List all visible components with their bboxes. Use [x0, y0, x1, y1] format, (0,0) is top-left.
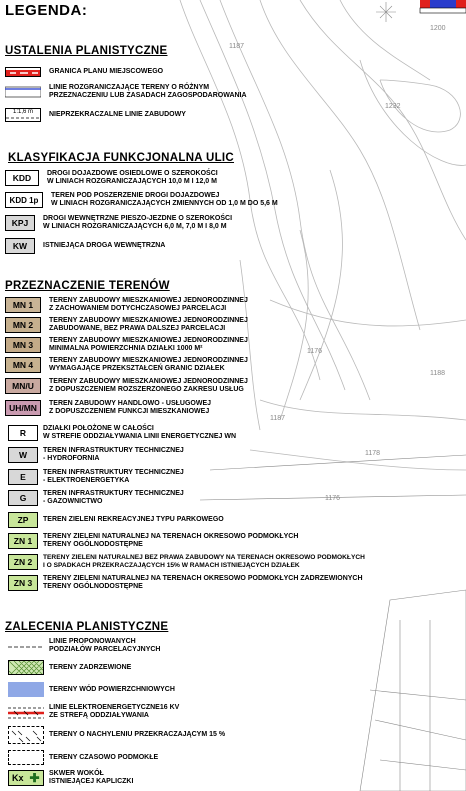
g-label: TEREN INFRASTRUKTURY TECHNICZNEJ - GAZOWNICTWO	[43, 490, 184, 505]
legend-item-r	[5, 425, 236, 441]
legend-item-kw	[5, 238, 165, 254]
slope-symbol	[8, 726, 44, 744]
mn2-label: TERENY ZABUDOWY MIESZKANIOWEJ JEDNORODZINNEJ ZABUDOWANE, BEZ PRAWA DALSZEJ PARCELACJI	[49, 317, 248, 332]
mn4-label: TERENY ZABUDOWY MIESZKANIOWEJ JEDNORODZINNEJ WYMAGAJĄCE PRZEKSZTAŁCEŃ GRANIC DZIAŁEK	[49, 357, 248, 372]
section-heading-przeznaczenie: PRZEZNACZENIE TERENÓW	[5, 280, 170, 292]
legend-item-w	[5, 447, 184, 463]
zp-label: TEREN ZIELENI REKREACYJNEJ TYPU PARKOWEGO	[43, 516, 224, 523]
kx-code-text: Kx	[12, 773, 24, 783]
kw-code-box: KW	[5, 238, 35, 254]
wetland-symbol	[8, 750, 44, 765]
legend-item-water	[5, 682, 175, 697]
w-label: TEREN INFRASTRUKTURY TECHNICZNEJ - HYDROFORNIA	[43, 447, 184, 462]
kdd1p-label: TEREN POD POSZERZENIE DROGI DOJAZDOWEJ W LINIACH ROZGRANICZAJĄCYCH ZMIENNYCH OD 1,0 M DO 5,6 M	[51, 192, 278, 207]
wooded-label: TERENY ZADRZEWIONE	[49, 663, 132, 671]
kdd-label: DROGI DOJAZDOWE OSIEDLOWE O SZEROKOŚCI W LINIACH ROZGRANICZAJĄCYCH 10,0 M I 12,0 M	[47, 170, 218, 185]
parcel-lines-label: LINIE PROPONOWANYCH PODZIAŁÓW PARCELACYJNYCH	[49, 638, 161, 653]
section-heading-klasyfikacja: KLASYFIKACJA FUNKCJONALNA ULIC	[8, 152, 235, 164]
e-label: TEREN INFRASTRUKTURY TECHNICZNEJ - ELEKTROENERGETYKA	[43, 469, 184, 484]
legend-item-mn3	[5, 337, 248, 353]
kpj-label: DROGI WEWNĘTRZNE PIESZO-JEZDNE O SZEROKOŚCI W LINIACH ROZGRANICZAJĄCYCH 6,0 M, 7,0 M I 8,0 M	[43, 215, 233, 230]
mn3-code-box: MN 3	[5, 337, 41, 353]
legend-item-plan-boundary	[5, 67, 163, 77]
legend-item-kx	[5, 770, 133, 786]
legend-item-zn1	[5, 533, 298, 549]
kdd-code-box: KDD	[5, 170, 39, 186]
contour-elevation-label: 1176	[307, 348, 323, 355]
wetland-label: TERENY CZASOWO PODMOKŁE	[49, 753, 159, 761]
legend-item-e	[5, 469, 184, 485]
legend-item-wetland	[5, 750, 158, 765]
g-code-box: G	[8, 490, 38, 506]
zn1-code-box: ZN 1	[8, 533, 38, 549]
legend-item-zn3	[5, 575, 363, 591]
wooded-symbol	[8, 660, 44, 675]
section-heading-zalecenia: ZALECENIA PLANISTYCZNE	[5, 621, 169, 633]
legend-item-zn2	[5, 554, 365, 570]
contour-elevation-label: 1187	[270, 415, 286, 422]
legend-item-kpj	[5, 215, 232, 231]
kw-label: ISTNIEJĄCA DROGA WEWNĘTRZNA	[43, 242, 166, 249]
legend-item-g	[5, 490, 184, 506]
mnu-code-box: MN/U	[5, 378, 41, 394]
plan-boundary-label: GRANICA PLANU MIEJSCOWEGO	[49, 68, 164, 75]
legend-item-zp	[5, 512, 224, 528]
mn1-label: TERENY ZABUDOWY MIESZKANIOWEJ JEDNORODZINNEJ Z ZACHOWANIEM DOTYCHCZASOWEJ PARCELACJI	[49, 297, 248, 312]
legend-item-kdd1p	[5, 192, 278, 208]
kx-label: SKWER WOKÓŁ ISTNIEJĄCEJ KAPLICZKI	[49, 770, 134, 785]
zn3-code-box: ZN 3	[8, 575, 38, 591]
contour-elevation-label: 1200	[430, 25, 446, 32]
chapel-cross-icon: ✚	[29, 771, 40, 785]
mn2-code-box: MN 2	[5, 317, 41, 333]
kdd1p-code-box: KDD 1p	[5, 192, 43, 208]
legend-item-mn2	[5, 317, 248, 333]
uhmn-code-box: UH/MN	[5, 400, 41, 416]
zn3-label: TERENY ZIELENI NATURALNEJ NA TERENACH OKRESOWO PODMOKŁYCH ZADRZEWIONYCH TERENY OGÓLNODOSTĘPNE	[43, 575, 363, 590]
r-label: DZIAŁKI POŁOŻONE W CAŁOŚCI W STREFIE ODDZIAŁYWANIA LINII ENERGETYCZNEJ WN	[43, 425, 237, 440]
zn2-label: TERENY ZIELENI NATURALNEJ BEZ PRAWA ZABUDOWY NA TERENACH OKRESOWO PODMOKŁYCH I O SPADKACH PRZEKRACZAJĄCYCH 15% W RAMACH ISTNIEJĄCYCH DZIAŁEK	[43, 554, 365, 569]
kx-code-box	[8, 770, 44, 786]
zn1-label: TERENY ZIELENI NATURALNEJ NA TERENACH OKRESOWO PODMOKŁYCH TERENY OGÓLNODOSTĘPNE	[43, 533, 299, 548]
e-code-box: E	[8, 469, 38, 485]
legend-item-mn4	[5, 357, 248, 373]
legend-item-slope	[5, 726, 225, 744]
contour-elevation-label: 1187	[229, 43, 245, 50]
legend-item-parcel-lines	[5, 638, 160, 654]
contour-elevation-label: 1188	[430, 370, 446, 377]
legend-item-kdd	[5, 170, 218, 186]
legend-item-building-lines	[5, 108, 186, 122]
power-lines-label: LINIE ELEKTROENERGETYCZNE16 KV ZE STREFĄ ODDZIAŁYWANIA	[49, 704, 180, 719]
section-heading-ustalenia: USTALENIA PLANISTYCZNE	[5, 45, 168, 57]
building-lines-label: NIEPRZEKRACZALNE LINIE ZABUDOWY	[49, 111, 186, 118]
legend-item-mn1	[5, 297, 248, 313]
legend-item-demarcation-lines	[5, 84, 247, 100]
contour-elevation-label: 1232	[385, 103, 401, 110]
demarcation-lines-symbol	[5, 85, 41, 99]
mn1-code-box: MN 1	[5, 297, 41, 313]
uhmn-label: TEREN ZABUDOWY HANDLOWO - USŁUGOWEJ Z DOPUSZCZENIEM FUNKCJI MIESZKANIOWEJ	[49, 400, 212, 415]
plan-boundary-symbol	[5, 67, 41, 77]
kpj-code-box: KPJ	[5, 215, 35, 231]
contour-elevation-label: 1176	[325, 495, 341, 502]
contour-elevation-label: 1178	[365, 450, 381, 457]
r-code-box: R	[8, 425, 38, 441]
legend-item-uhmn	[5, 400, 211, 416]
legend-item-wooded	[5, 660, 131, 675]
power-lines-symbol	[8, 705, 44, 720]
w-code-box: W	[8, 447, 38, 463]
mn3-label: TERENY ZABUDOWY MIESZKANIOWEJ JEDNORODZINNEJ MINIMALNA POWIERZCHNIA DZIAŁKI 1000 M²	[49, 337, 248, 352]
legend-title: LEGENDA:	[5, 2, 88, 19]
building-lines-symbol: 1:1,6 m	[5, 108, 41, 122]
zn2-code-box: ZN 2	[8, 554, 38, 570]
demarcation-lines-label: LINIE ROZGRANICZAJĄCE TERENY O RÓŻNYM PRZEZNACZENIU LUB ZASADACH ZAGOSPODAROWANIA	[49, 84, 247, 99]
water-label: TERENY WÓD POWIERZCHNIOWYCH	[49, 685, 175, 693]
mn4-code-box: MN 4	[5, 357, 41, 373]
slope-label: TERENY O NACHYLENIU PRZEKRACZAJĄCYM 15 %	[49, 731, 226, 738]
legend-item-mnu	[5, 378, 248, 394]
water-symbol	[8, 682, 44, 697]
zp-code-box: ZP	[8, 512, 38, 528]
mnu-label: TERENY ZABUDOWY MIESZKANIOWEJ JEDNORODZINNEJ Z DOPUSZCZENIEM ROZSZERZONEGO ZAKRESU USŁUG	[49, 378, 248, 393]
legend-item-power-lines	[5, 704, 179, 720]
parcel-lines-symbol	[8, 639, 44, 654]
